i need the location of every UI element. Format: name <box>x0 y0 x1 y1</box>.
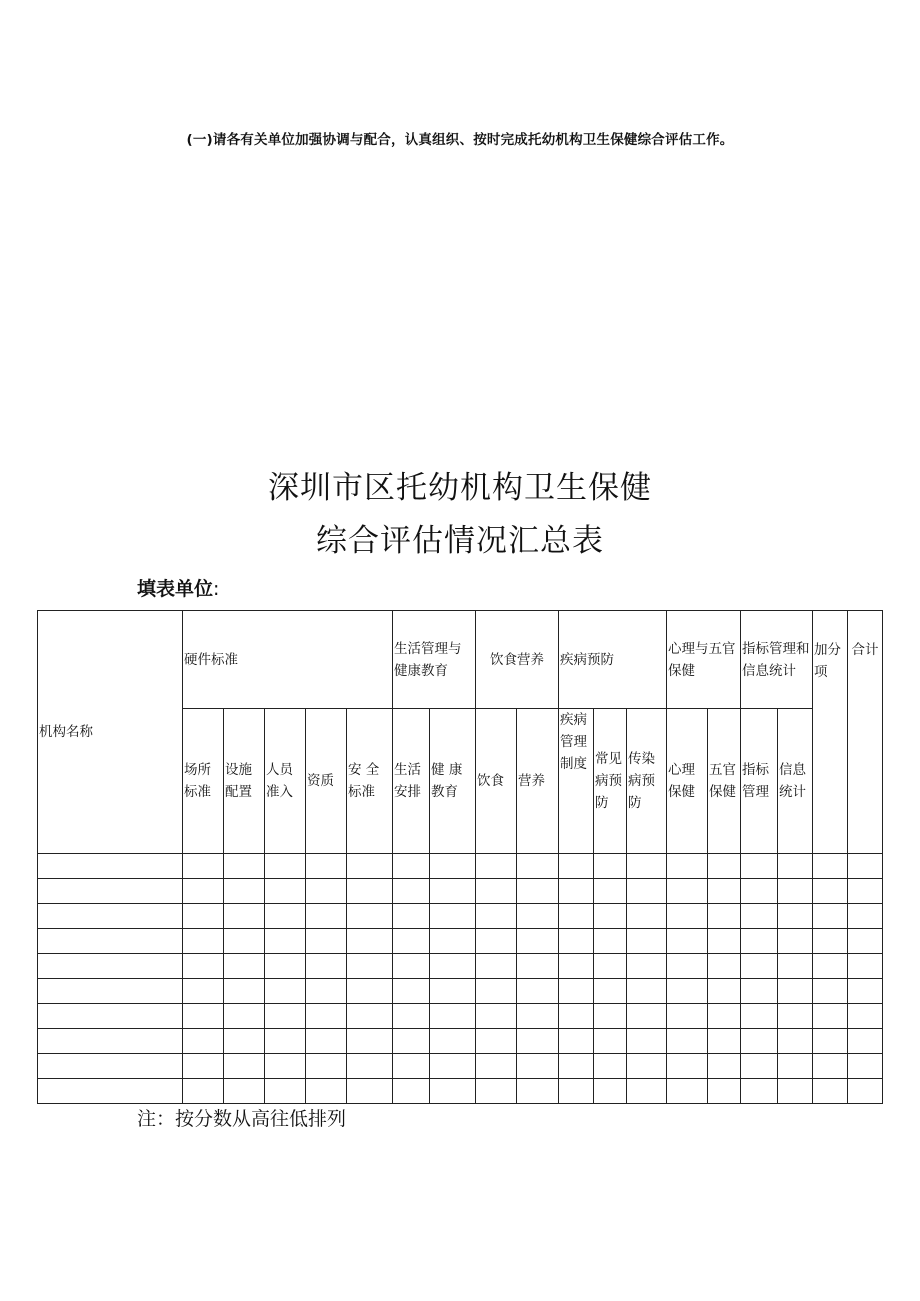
table-cell[interactable] <box>708 979 741 1004</box>
table-row <box>38 879 883 904</box>
table-cell[interactable] <box>183 854 224 879</box>
table-cell[interactable] <box>183 979 224 1004</box>
table-cell[interactable] <box>476 1054 517 1079</box>
table-cell[interactable] <box>517 954 559 979</box>
table-cell[interactable] <box>627 954 667 979</box>
table-cell[interactable] <box>347 954 393 979</box>
common-disease-header: 常见病预防 <box>594 709 627 854</box>
table-cell[interactable] <box>594 1054 627 1079</box>
table-cell[interactable] <box>594 879 627 904</box>
table-cell[interactable] <box>265 979 306 1004</box>
table-cell[interactable] <box>306 1079 347 1104</box>
table-cell[interactable] <box>224 854 265 879</box>
table-cell[interactable] <box>224 879 265 904</box>
table-cell[interactable] <box>778 904 813 929</box>
table-cell[interactable] <box>393 854 430 879</box>
life-arrangement-header: 生活安排 <box>393 709 430 854</box>
total-header: 合计 <box>848 611 883 854</box>
staff-access-header: 人员准入 <box>265 709 306 854</box>
disease-group-header: 疾病预防 <box>559 611 667 709</box>
table-cell[interactable] <box>559 929 594 954</box>
table-cell[interactable] <box>306 1029 347 1054</box>
table-cell[interactable] <box>741 1029 778 1054</box>
table-cell[interactable] <box>430 854 476 879</box>
table-cell[interactable] <box>347 879 393 904</box>
table-cell[interactable] <box>667 879 708 904</box>
mental-group-header: 心理与五官保健 <box>667 611 741 709</box>
table-cell[interactable] <box>517 929 559 954</box>
bonus-header: 加分项 <box>813 611 848 854</box>
table-cell[interactable] <box>559 954 594 979</box>
intro-line: (一)请各有关单位加强协调与配合，认真组织、按时完成托幼机构卫生保健综合评估工作。 <box>186 132 734 148</box>
table-cell[interactable] <box>708 904 741 929</box>
table-cell[interactable] <box>476 979 517 1004</box>
facility-config-header: 设施配置 <box>224 709 265 854</box>
table-cell[interactable] <box>813 954 848 979</box>
hardware-group-header: 硬件标准 <box>183 611 393 709</box>
table-cell[interactable] <box>667 954 708 979</box>
table-cell[interactable] <box>813 979 848 1004</box>
table-cell[interactable] <box>38 954 183 979</box>
table-row <box>38 1079 883 1104</box>
table-cell[interactable] <box>559 1029 594 1054</box>
table-cell[interactable] <box>848 1029 883 1054</box>
table-cell[interactable] <box>741 979 778 1004</box>
table-cell[interactable] <box>265 929 306 954</box>
table-cell[interactable] <box>347 929 393 954</box>
table-cell[interactable] <box>183 954 224 979</box>
table-cell[interactable] <box>848 979 883 1004</box>
table-cell[interactable] <box>306 929 347 954</box>
table-cell[interactable] <box>813 854 848 879</box>
table-cell[interactable] <box>848 854 883 879</box>
table-cell[interactable] <box>741 904 778 929</box>
table-row <box>38 979 883 1004</box>
table-cell[interactable] <box>224 954 265 979</box>
table-cell[interactable] <box>430 929 476 954</box>
indicator-group-header: 指标管理和信息统计 <box>741 611 813 709</box>
table-cell[interactable] <box>347 1029 393 1054</box>
table-cell[interactable] <box>517 1079 559 1104</box>
table-cell[interactable] <box>306 979 347 1004</box>
table-cell[interactable] <box>265 954 306 979</box>
table-cell[interactable] <box>517 879 559 904</box>
table-cell[interactable] <box>708 1029 741 1054</box>
institution-name-header: 机构名称 <box>38 611 183 854</box>
table-cell[interactable] <box>778 1054 813 1079</box>
table-cell[interactable] <box>306 904 347 929</box>
info-statistics-header: 信息统计 <box>778 709 813 854</box>
table-cell[interactable] <box>627 929 667 954</box>
table-cell[interactable] <box>848 1004 883 1029</box>
title-line-2: 综合评估情况汇总表 <box>316 523 604 559</box>
table-cell[interactable] <box>594 854 627 879</box>
table-row <box>38 1054 883 1079</box>
table-cell[interactable] <box>741 1004 778 1029</box>
table-row <box>38 904 883 929</box>
table-cell[interactable] <box>741 879 778 904</box>
table-cell[interactable] <box>594 929 627 954</box>
table-cell[interactable] <box>741 929 778 954</box>
table-cell[interactable] <box>627 1079 667 1104</box>
table-cell[interactable] <box>559 854 594 879</box>
table-cell[interactable] <box>38 1079 183 1104</box>
fill-unit-label: 填表单位: <box>137 578 220 600</box>
table-cell[interactable] <box>347 854 393 879</box>
table-cell[interactable] <box>347 1054 393 1079</box>
table-cell[interactable] <box>476 1004 517 1029</box>
table-cell[interactable] <box>476 929 517 954</box>
table-cell[interactable] <box>778 1079 813 1104</box>
table-cell[interactable] <box>38 929 183 954</box>
table-cell[interactable] <box>347 904 393 929</box>
table-cell[interactable] <box>848 954 883 979</box>
table-cell[interactable] <box>627 879 667 904</box>
table-cell[interactable] <box>708 1004 741 1029</box>
table-row <box>38 1029 883 1054</box>
table-cell[interactable] <box>848 904 883 929</box>
table-cell[interactable] <box>430 1004 476 1029</box>
table-cell[interactable] <box>708 1079 741 1104</box>
nutrition-header: 营养 <box>517 709 559 854</box>
table-cell[interactable] <box>224 929 265 954</box>
table-cell[interactable] <box>813 1054 848 1079</box>
indicator-management-header: 指标管理 <box>741 709 778 854</box>
qualification-header: 资质 <box>306 709 347 854</box>
table-cell[interactable] <box>183 1054 224 1079</box>
table-cell[interactable] <box>224 979 265 1004</box>
table-cell[interactable] <box>559 1079 594 1104</box>
table-cell[interactable] <box>38 1029 183 1054</box>
table-body <box>38 854 883 1104</box>
table-cell[interactable] <box>594 1079 627 1104</box>
table-cell[interactable] <box>183 879 224 904</box>
table-cell[interactable] <box>430 879 476 904</box>
table-cell[interactable] <box>813 1004 848 1029</box>
table-cell[interactable] <box>265 854 306 879</box>
site-standard-header: 场所标准 <box>183 709 224 854</box>
table-cell[interactable] <box>594 904 627 929</box>
table-cell[interactable] <box>306 1004 347 1029</box>
table-cell[interactable] <box>393 1054 430 1079</box>
table-cell[interactable] <box>224 1029 265 1054</box>
table-cell[interactable] <box>778 879 813 904</box>
table-cell[interactable] <box>476 1079 517 1104</box>
table-cell[interactable] <box>430 1079 476 1104</box>
table-cell[interactable] <box>183 929 224 954</box>
table-cell[interactable] <box>594 1029 627 1054</box>
table-cell[interactable] <box>741 1079 778 1104</box>
table-cell[interactable] <box>430 904 476 929</box>
table-cell[interactable] <box>594 1004 627 1029</box>
table-cell[interactable] <box>517 904 559 929</box>
table-cell[interactable] <box>627 1004 667 1029</box>
table-cell[interactable] <box>393 904 430 929</box>
table-cell[interactable] <box>224 1054 265 1079</box>
table-cell[interactable] <box>813 904 848 929</box>
table-cell[interactable] <box>667 1054 708 1079</box>
table-cell[interactable] <box>393 954 430 979</box>
table-cell[interactable] <box>38 979 183 1004</box>
table-cell[interactable] <box>778 979 813 1004</box>
table-cell[interactable] <box>848 929 883 954</box>
footnote: 注：按分数从高往低排列 <box>137 1108 347 1130</box>
table-cell[interactable] <box>813 879 848 904</box>
table-cell[interactable] <box>393 979 430 1004</box>
table-cell[interactable] <box>627 979 667 1004</box>
table-cell[interactable] <box>559 1004 594 1029</box>
table-cell[interactable] <box>306 1054 347 1079</box>
table-cell[interactable] <box>667 1029 708 1054</box>
table-cell[interactable] <box>627 904 667 929</box>
table-cell[interactable] <box>667 929 708 954</box>
table-cell[interactable] <box>667 904 708 929</box>
table-cell[interactable] <box>517 1054 559 1079</box>
diet-group-header: 饮食营养 <box>476 611 559 709</box>
table-cell[interactable] <box>476 904 517 929</box>
table-cell[interactable] <box>559 1054 594 1079</box>
table-cell[interactable] <box>38 1004 183 1029</box>
title-line-1: 深圳市区托幼机构卫生保健 <box>268 470 652 506</box>
table-cell[interactable] <box>430 1054 476 1079</box>
table-cell[interactable] <box>517 1029 559 1054</box>
summary-table <box>37 610 883 1104</box>
table-cell[interactable] <box>517 1004 559 1029</box>
table-cell[interactable] <box>848 1079 883 1104</box>
infectious-disease-header: 传染病预防 <box>627 709 667 854</box>
table-cell[interactable] <box>848 1054 883 1079</box>
table-cell[interactable] <box>708 929 741 954</box>
table-cell[interactable] <box>594 954 627 979</box>
table-cell[interactable] <box>559 979 594 1004</box>
life-group-header: 生活管理与健康教育 <box>393 611 476 709</box>
table-cell[interactable] <box>347 1004 393 1029</box>
table-cell[interactable] <box>813 1079 848 1104</box>
table-cell[interactable] <box>741 854 778 879</box>
table-cell[interactable] <box>667 1004 708 1029</box>
table-row <box>38 929 883 954</box>
table-cell[interactable] <box>627 1054 667 1079</box>
table-cell[interactable] <box>393 1029 430 1054</box>
table-row <box>38 854 883 879</box>
table-cell[interactable] <box>476 854 517 879</box>
table-cell[interactable] <box>708 854 741 879</box>
table-cell[interactable] <box>183 1004 224 1029</box>
table-cell[interactable] <box>848 879 883 904</box>
table-cell[interactable] <box>517 979 559 1004</box>
table-cell[interactable] <box>265 1029 306 1054</box>
table-cell[interactable] <box>559 904 594 929</box>
table-cell[interactable] <box>667 979 708 1004</box>
table-cell[interactable] <box>38 879 183 904</box>
table-cell[interactable] <box>778 1004 813 1029</box>
safety-standard-header: 安 全标准 <box>347 709 393 854</box>
table-cell[interactable] <box>265 904 306 929</box>
table-cell[interactable] <box>393 1004 430 1029</box>
table-cell[interactable] <box>224 904 265 929</box>
table-cell[interactable] <box>813 929 848 954</box>
table-cell[interactable] <box>627 1029 667 1054</box>
table-cell[interactable] <box>306 879 347 904</box>
table-cell[interactable] <box>393 1079 430 1104</box>
table-cell[interactable] <box>813 1029 848 1054</box>
table-cell[interactable] <box>708 1054 741 1079</box>
table-cell[interactable] <box>183 1029 224 1054</box>
table-cell[interactable] <box>224 1004 265 1029</box>
table-cell[interactable] <box>306 854 347 879</box>
table-cell[interactable] <box>708 954 741 979</box>
table-cell[interactable] <box>627 854 667 879</box>
table-cell[interactable] <box>265 1079 306 1104</box>
table-cell[interactable] <box>38 904 183 929</box>
table-cell[interactable] <box>265 1054 306 1079</box>
mental-health-header: 心理保健 <box>667 709 708 854</box>
table-cell[interactable] <box>778 954 813 979</box>
table-cell[interactable] <box>265 879 306 904</box>
table-row <box>38 954 883 979</box>
table-cell[interactable] <box>393 929 430 954</box>
table-cell[interactable] <box>594 979 627 1004</box>
table-cell[interactable] <box>430 1029 476 1054</box>
table-cell[interactable] <box>38 854 183 879</box>
table-cell[interactable] <box>430 979 476 1004</box>
table-cell[interactable] <box>741 954 778 979</box>
table-cell[interactable] <box>476 954 517 979</box>
table-cell[interactable] <box>183 904 224 929</box>
table-cell[interactable] <box>224 1079 265 1104</box>
table-cell[interactable] <box>38 1054 183 1079</box>
diet-header: 饮食 <box>476 709 517 854</box>
table-cell[interactable] <box>265 1004 306 1029</box>
table-cell[interactable] <box>347 1079 393 1104</box>
table-cell[interactable] <box>667 1079 708 1104</box>
table-cell[interactable] <box>476 879 517 904</box>
table-cell[interactable] <box>778 854 813 879</box>
table-cell[interactable] <box>559 879 594 904</box>
table-cell[interactable] <box>667 854 708 879</box>
table-cell[interactable] <box>430 954 476 979</box>
table-cell[interactable] <box>183 1079 224 1104</box>
table-cell[interactable] <box>708 879 741 904</box>
table-cell[interactable] <box>476 1029 517 1054</box>
table-cell[interactable] <box>306 954 347 979</box>
table-cell[interactable] <box>347 979 393 1004</box>
disease-management-header: 疾病管理制度 <box>559 709 594 854</box>
table-cell[interactable] <box>778 929 813 954</box>
table-cell[interactable] <box>517 854 559 879</box>
table-cell[interactable] <box>393 879 430 904</box>
ent-health-header: 五官保健 <box>708 709 741 854</box>
table-row <box>38 1004 883 1029</box>
health-education-header: 健 康教育 <box>430 709 476 854</box>
table-cell[interactable] <box>741 1054 778 1079</box>
table-cell[interactable] <box>778 1029 813 1054</box>
